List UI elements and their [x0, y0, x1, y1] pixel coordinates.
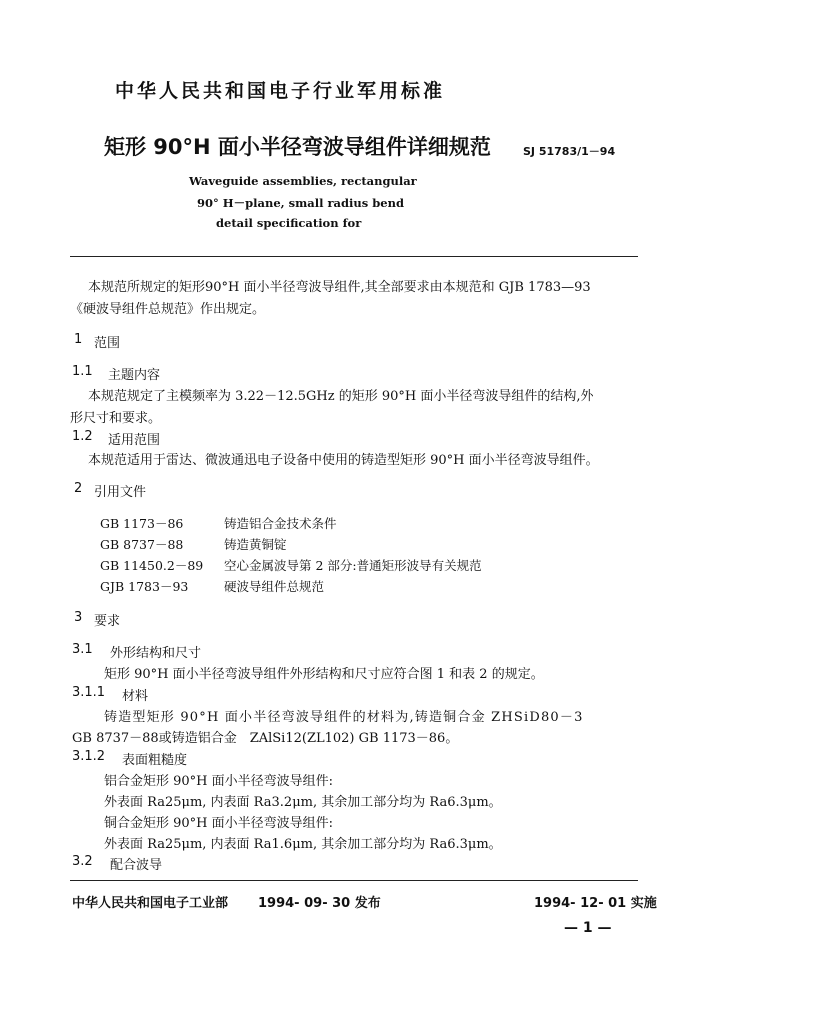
section-1-1-line-2: 形尺寸和要求。	[70, 411, 162, 426]
section-3-2-number: 3.2	[72, 854, 93, 869]
section-1-2-number: 1.2	[72, 429, 93, 444]
section-3-1-line-1: 矩形 90°H 面小半径弯波导组件外形结构和尺寸应符合图 1 和表 2 的规定。	[104, 667, 544, 682]
section-3-1-2-line-1: 铝合金矩形 90°H 面小半径弯波导组件:	[104, 774, 334, 789]
section-3-1-2-number: 3.1.2	[72, 749, 106, 764]
effective-date: 1994- 12- 01 实施	[534, 896, 657, 911]
section-3-1-1-line-2: GB 8737－88或铸造铝合金 ZAlSi12(ZL102) GB 1173－86。	[72, 731, 459, 746]
section-3-1-2-line-4: 外表面 Ra25μm, 内表面 Ra1.6μm, 其余加工部分均为 Ra6.3μm。	[104, 837, 502, 852]
section-1-1-number: 1.1	[72, 364, 93, 379]
section-3-1-2-title: 表面粗糙度	[122, 753, 188, 768]
reference-name: 铸造黄铜锭	[224, 537, 287, 552]
english-title-line-1: Waveguide assemblies, rectangular	[189, 174, 417, 188]
english-title-line-3: detail specification for	[216, 216, 362, 230]
section-3-number: 3	[74, 610, 83, 625]
reference-code: GJB 1783－93	[100, 579, 189, 594]
section-1-2-line-1: 本规范适用于雷达、微波通迅电子设备中使用的铸造型矩形 90°H 面小半径弯波导组件。	[88, 453, 599, 468]
english-title-line-2: 90° H－plane, small radius bend	[197, 196, 405, 210]
section-1-2-title: 适用范围	[108, 433, 161, 448]
footer-divider	[70, 880, 638, 881]
section-3-1-2-line-3: 铜合金矩形 90°H 面小半径弯波导组件:	[104, 816, 334, 831]
section-3-1-1-line-1: 铸造型矩形 90°H 面小半径弯波导组件的材料为,铸造铜合金 ZHSiD80－3	[104, 710, 584, 725]
org-title: 中华人民共和国电子行业军用标准	[115, 80, 446, 102]
section-3-1-1-number: 3.1.1	[72, 685, 106, 700]
section-1-number: 1	[74, 332, 83, 347]
document-code: SJ 51783/1－94	[523, 145, 616, 158]
section-3-1-title: 外形结构和尺寸	[110, 646, 202, 661]
section-1-1-title: 主题内容	[108, 368, 161, 383]
reference-code: GB 8737－88	[100, 537, 184, 552]
page-number: — 1 —	[564, 920, 612, 936]
section-3-1-number: 3.1	[72, 642, 93, 657]
section-3-2-title: 配合波导	[110, 858, 163, 873]
section-2-title: 引用文件	[94, 485, 147, 500]
section-3-1-2-line-2: 外表面 Ra25μm, 内表面 Ra3.2μm, 其余加工部分均为 Ra6.3μm。	[104, 795, 502, 810]
reference-code: GB 1173－86	[100, 516, 184, 531]
header-divider	[70, 256, 638, 257]
section-1-1-line-1: 本规范规定了主模频率为 3.22－12.5GHz 的矩形 90°H 面小半径弯波导组件的结构,外	[88, 389, 594, 404]
section-3-title: 要求	[94, 614, 121, 629]
section-3-1-1-title: 材料	[122, 689, 149, 704]
section-1-title: 范围	[94, 336, 121, 351]
intro-line-1: 本规范所规定的矩形90°H 面小半径弯波导组件,其全部要求由本规范和 GJB 1783—93	[88, 280, 591, 295]
issue-date: 1994- 09- 30 发布	[258, 896, 381, 911]
reference-name: 硬波导组件总规范	[224, 579, 325, 594]
issuing-authority: 中华人民共和国电子工业部	[72, 896, 229, 911]
document-title: 矩形 90°H 面小半径弯波导组件详细规范	[104, 135, 491, 159]
section-2-number: 2	[74, 481, 83, 496]
reference-name: 铸造铝合金技术条件	[224, 516, 337, 531]
intro-line-2: 《硬波导组件总规范》作出规定。	[70, 302, 266, 317]
reference-code: GB 11450.2－89	[100, 558, 204, 573]
reference-name: 空心金属波导第 2 部分:普通矩形波导有关规范	[224, 558, 482, 573]
